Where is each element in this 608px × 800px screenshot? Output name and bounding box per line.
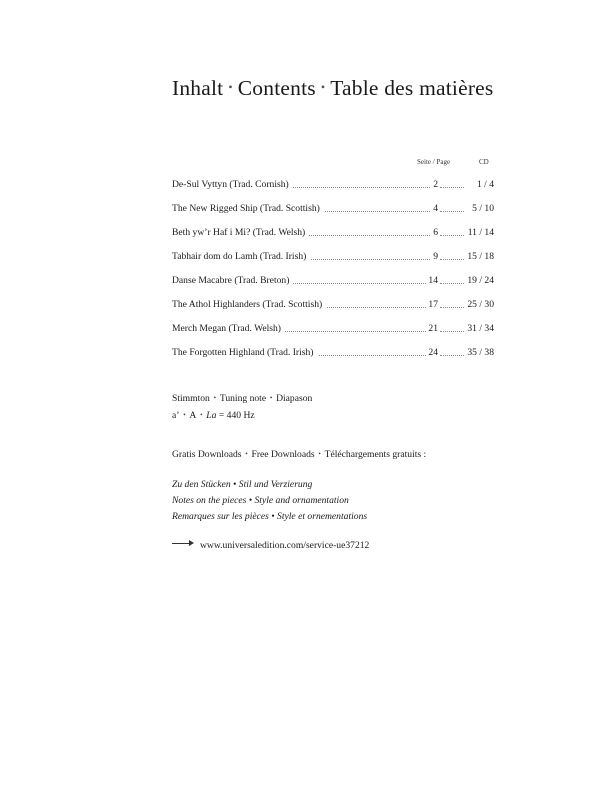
- entry-page: 24: [428, 347, 438, 358]
- arrow-right-icon: [172, 540, 194, 548]
- entry-page: 4: [433, 203, 438, 214]
- tuning-note-block: [172, 390, 312, 424]
- entry-title: The Athol Highlanders (Trad. Scottish): [172, 298, 326, 312]
- entry-page: 6: [433, 227, 438, 238]
- tuning-value: a’ • A • La = 440 Hz: [172, 410, 255, 421]
- toc-entry[interactable]: [172, 298, 494, 322]
- entry-page: 2: [433, 179, 438, 190]
- toc-entry[interactable]: [172, 250, 494, 274]
- entry-title: De-Sul Vyttyn (Trad. Cornish): [172, 178, 293, 192]
- entry-cd-tracks: 15 / 18: [467, 251, 494, 262]
- dot-leader: [440, 331, 464, 332]
- toc-entry[interactable]: [172, 274, 494, 298]
- toc-entry[interactable]: [172, 178, 494, 202]
- tuning-heading: Stimmton • Tuning note • Diapason: [172, 393, 313, 404]
- title-german: Inhalt: [172, 76, 224, 100]
- dot-leader: [440, 283, 464, 284]
- notes-french: Remarques sur les pièces • Style et ornementations: [172, 511, 368, 522]
- notes-list: [172, 477, 367, 525]
- entry-page: 21: [428, 323, 438, 334]
- toc-entry[interactable]: [172, 346, 494, 370]
- dot-leader: [440, 355, 464, 356]
- notes-german: Zu den Stücken • Stil und Verzierung: [172, 479, 313, 490]
- downloads-heading: Gratis Downloads • Free Downloads • Téléchargements gratuits :: [172, 449, 427, 460]
- service-link-row: [172, 540, 369, 551]
- entry-title: The Forgotten Highland (Trad. Irish): [172, 346, 318, 360]
- entry-cd-tracks: 25 / 30: [467, 299, 494, 310]
- toc-list: [172, 178, 494, 370]
- entry-page: 9: [433, 251, 438, 262]
- title-french: Table des matières: [330, 76, 494, 100]
- entry-cd-tracks: 5 / 10: [472, 203, 494, 214]
- dot-leader: [440, 187, 464, 188]
- entry-cd-tracks: 1 / 4: [476, 179, 494, 190]
- entry-cd-tracks: 11 / 14: [467, 227, 494, 238]
- dot-leader: [440, 235, 464, 236]
- toc-entry[interactable]: [172, 226, 494, 250]
- entry-title: Beth yw’r Haf i Mi? (Trad. Welsh): [172, 226, 309, 240]
- page-title: [172, 76, 494, 101]
- entry-title: The New Rigged Ship (Trad. Scottish): [172, 202, 324, 216]
- dot-leader: [440, 259, 464, 260]
- entry-cd-tracks: 19 / 24: [467, 275, 494, 286]
- dot-leader: [440, 211, 464, 212]
- notes-english: Notes on the pieces • Style and ornamentation: [172, 495, 349, 506]
- toc-entry[interactable]: [172, 322, 494, 346]
- entry-page: 17: [428, 299, 438, 310]
- entry-page: 14: [428, 275, 438, 286]
- title-english: Contents: [237, 76, 316, 100]
- entry-title: Danse Macabre (Trad. Breton): [172, 274, 293, 288]
- service-link[interactable]: www.universaledition.com/service-ue37212: [200, 540, 370, 551]
- page-column-header: Seite / Page: [417, 158, 451, 166]
- title-separator: •: [228, 80, 233, 94]
- cd-column-header: CD: [479, 158, 489, 166]
- entry-title: Tabhair dom do Lamh (Trad. Irish): [172, 250, 310, 264]
- entry-title: Merch Megan (Trad. Welsh): [172, 322, 285, 336]
- title-separator: •: [320, 80, 326, 94]
- entry-cd-tracks: 31 / 34: [467, 323, 494, 334]
- entry-cd-tracks: 35 / 38: [467, 347, 494, 358]
- dot-leader: [440, 307, 464, 308]
- toc-entry[interactable]: [172, 202, 494, 226]
